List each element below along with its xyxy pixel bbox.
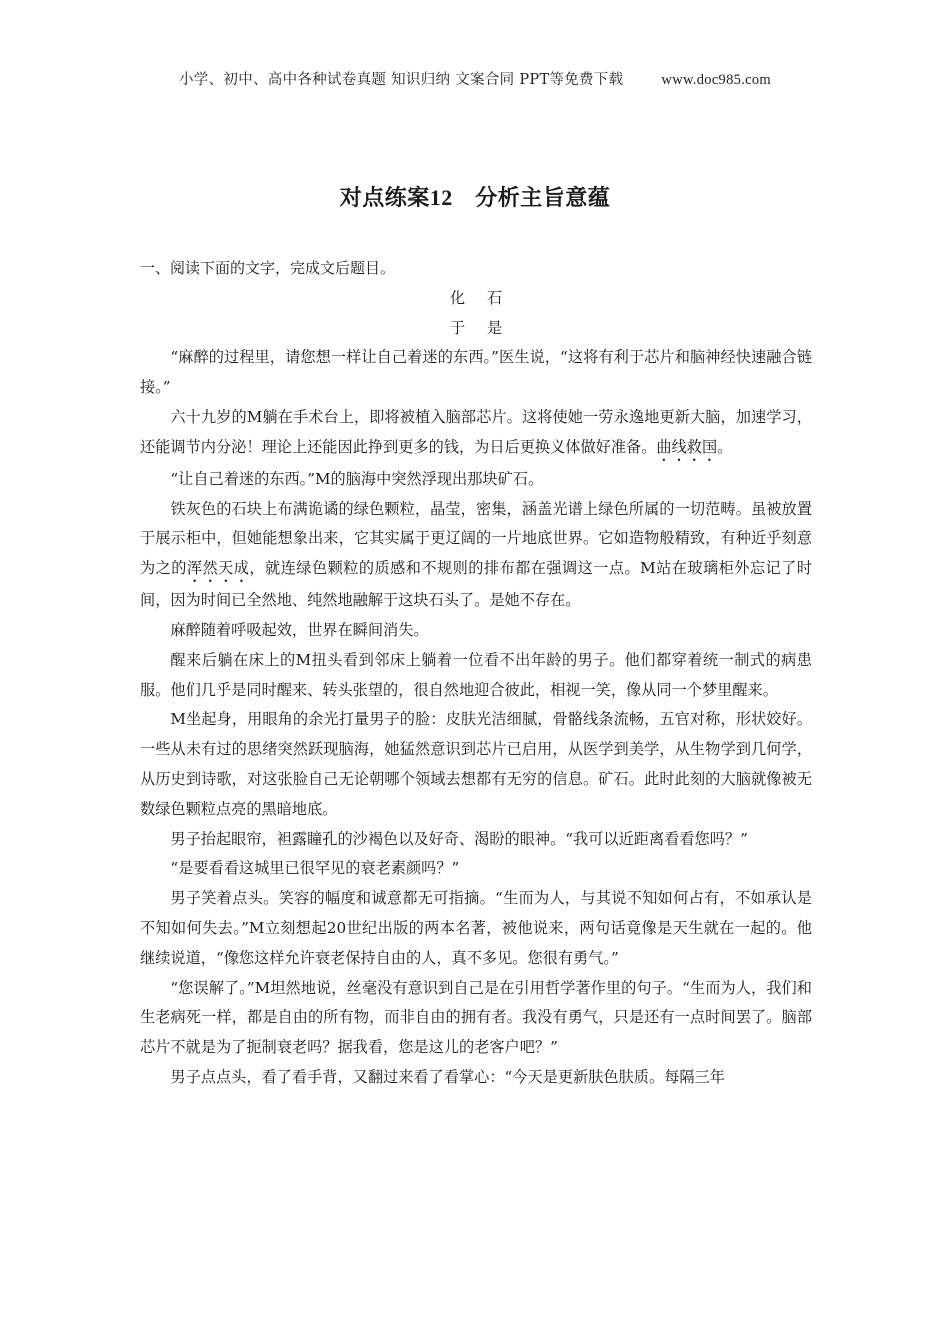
story-title: 化石 <box>449 288 525 307</box>
title-prefix: 对点练案 <box>339 186 430 211</box>
page-title <box>0 181 950 212</box>
page-header <box>0 68 950 89</box>
section-heading: 一、阅读下面的文字，完成文后题目。 <box>140 259 396 277</box>
emphasis-text: 浑然天成 <box>186 559 250 578</box>
paragraph: 男子笑着点头。笑容的幅度和诚意都无可指摘。“生而为人，与其说不知如何占有，不如承认是不知如何失去。”M立刻想起20世纪出版的两本名著，被他说来，两句话竟像是天生就在一起的。他继续说道，“像您这样允许衰老保持自由的人，真不多见。您很有勇气。” <box>140 889 812 967</box>
paragraph-text: 六十九岁的M躺在手术台上，即将被植入脑部芯片。这将使她一劳永逸地更新大脑，加速学习，还能调节内分泌！理论上还能因此挣到更多的钱，为日后更换义体做好准备。 <box>140 407 812 456</box>
paragraph: “让自己着迷的东西。”M的脑海中突然浮现出那块矿石。 <box>170 469 544 488</box>
paragraph: M坐起身，用眼角的余光打量男子的脸：皮肤光洁细腻，骨骼线条流畅，五官对称，形状姣好。一些从未有过的思绪突然跃现脑海，她猛然意识到芯片已启用，从医学到美学，从生物学到几何学，从历史到诗歌，对这张脸自己无论朝哪个领域去想都有无穷的信息。矿石。此时此刻的大脑就像被无数绿色颗粒点亮的黑暗地底。 <box>140 710 812 818</box>
paragraph-text: 。 <box>717 437 733 456</box>
header-site: www.doc985.com <box>661 72 771 88</box>
title-number: 12 <box>429 185 453 210</box>
paragraph: 麻醉随着呼吸起效，世界在瞬间消失。 <box>170 620 429 639</box>
paragraph: “您误解了。”M坦然地说，丝毫没有意识到自己是在引用哲学著作里的句子。“生而为人，我们和生老病死一样，都是自由的所有物，而非自由的拥有者。我没有勇气，只是还有一点时间罢了。脑部芯片不就是为了扼制衰老吗？据我看，您是这儿的老客户吧？” <box>140 978 812 1057</box>
article-body <box>140 254 812 1093</box>
title-suffix: 分析主旨意蕴 <box>475 186 611 211</box>
story-author: 于是 <box>449 318 525 337</box>
paragraph: 男子抬起眼帘，袒露瞳孔的沙褐色以及好奇、渴盼的眼神。“我可以近距离看看您吗？” <box>170 829 748 848</box>
paragraph-text: 铁灰色的石块上布满诡谲的绿色颗粒，晶莹，密集，涵盖光谱上绿色所属的一切范畴。虽被放置于展示柜中，但她能想象出来，它其实属于更辽阔的一片地底世界。它如造物般精致，有种近乎刻意为之的 <box>140 499 812 578</box>
emphasis-text: 曲线救国 <box>656 437 718 456</box>
paragraph: “麻醉的过程里，请您想一样让自己着迷的东西。”医生说，“这将有利于芯片和脑神经快速融合链接。” <box>140 348 812 397</box>
header-text: 小学、初中、高中各种试卷真题 知识归纳 文案合同 PPT等免费下载 <box>179 72 624 88</box>
paragraph: 男子点点头，看了看手背，又翻过来看了看掌心：“今天是更新肤色肤质。每隔三年 <box>170 1067 725 1086</box>
paragraph <box>140 403 812 465</box>
paragraph-text: ，就连绿色颗粒的质感和不规则的排布都在强调这一点。M站在玻璃柜外忘记了时间，因为时间已全然地、纯然地融解于这块石头了。是她不存在。 <box>140 559 813 610</box>
paragraph: “是要看看这城里已很罕见的衰老素颜吗？” <box>170 859 460 878</box>
paragraph <box>140 495 812 616</box>
paragraph: 醒来后躺在床上的M扭头看到邻床上躺着一位看不出年龄的男子。他们都穿着统一制式的病患服。他们几乎是同时醒来、转头张望的，很自然地迎合彼此，相视一笑，像从同一个梦里醒来。 <box>140 650 812 699</box>
